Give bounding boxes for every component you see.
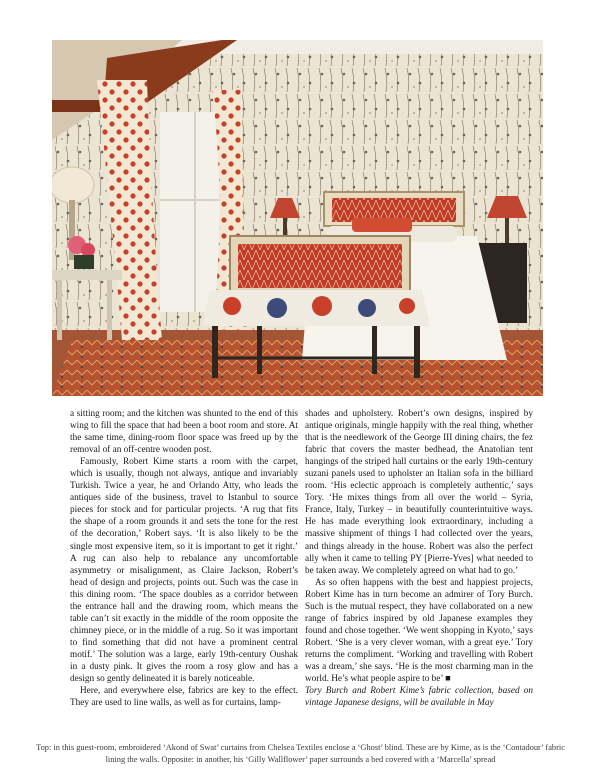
bedroom-illustration	[52, 40, 543, 396]
article-paragraph	[305, 577, 533, 685]
closing-paragraph-text: As so often happens with the best and happiest projects, Robert Kime has in turn become an admirer of Tory Burch. Such is the mutual respect, they have collaborated on a new range of fabrics inspired by old Japanese examples they found and chose together. ‘We went shopping in Kyoto,’ says Robert. ‘She is a very clever woman, with a great eye.’ Tory returns the compliment. ‘Working and travelling with Robert was a dream,’ she says. ‘He is the most charming man in the world. He’s what people aspire to be’	[305, 577, 533, 685]
article-paragraph: Famously, Robert Kime starts a room with the carpet, which is usually, though not always, antique and invariably Turkish. Twice a year, he and Orlando Atty, who leads the antiques side of the business, travel to Istanbul to source pieces for stock and for particular projects. ‘A rug that fits the shape of a room grounds it and sets the tone for the rest of the decoration,’ Robert says. ‘It is also likely to be the single most expensive item, so it is important to get it right.’ A rug can also help to rebalance any uncomfortable asymmetry or misalignment, as Claire Jackson, Robert’s head of design and projects, points out. Such was the case in this dining room. ‘The space doubles as a corridor between the entrance hall and the drawing room, which means the table can’t sit exactly in the middle of the room opposite the chimney piece, or in the middle of a rug. So it was important to find something that did not have a prominent central motif.’ The solution was a large, early 19th-century Oushak in a dusty pink. It gives the room a rosy glow and has a design so gently delineated it is barely noticeable.	[70, 457, 298, 685]
article-column-left	[70, 408, 298, 709]
guest-bedroom-photo	[52, 40, 543, 396]
photo-caption: Top: in this guest-room, embroidered ‘Akond of Swat’ curtains from Chelsea Textiles enclose a ‘Ghost’ blind. These are by Kime, as is the ‘Contadour’ fabric lining the walls. Opposite: in another, his ‘Gilly Wallflower’ paper surrounds a bed covered with a ‘Marcella’ spread	[36, 743, 565, 764]
article-paragraph: a sitting room; and the kitchen was shunted to the end of this wing to fill the space that had been a boot room and store. At the same time, dining-room floor space was freed up by the removal of an off-centre wooden post.	[70, 409, 298, 456]
article-paragraph: shades and upholstery. Robert’s own designs, inspired by antique originals, mingle happily with the real thing, whether that is the needlework of the George III dining chairs, the fez fabric that covers the master bedhead, the Anatolian tent hangings of the striped hall curtains or the early 19th-century suzani panels used to upholster an Italian sofa in the billiard room. ‘His eclectic approach is completely authentic,’ says Tory. ‘He mixes things from all over the world – Syria, France, Italy, Turkey – in beautifully counterintuitive ways. He has made everything look extraordinary, including a massive shipment of things I had collected over the years, and things already in the house. Robert was also the perfect ally when it came to telling PY [Pierre-Yves] what needed to be taken away. We completely agreed on what had to go.’	[305, 409, 533, 576]
fez-bedhead	[238, 244, 402, 288]
fabric-credit: Tory Burch and Robert Kime’s fabric collection, based on vintage Japanese designs, will be available in May	[305, 686, 533, 709]
article-column-right	[305, 408, 533, 709]
article-paragraph: Here, and everywhere else, fabrics are key to the effect. They are used to line walls, as well as for curtains, lamp-	[70, 686, 298, 709]
end-mark: ■	[445, 674, 451, 685]
